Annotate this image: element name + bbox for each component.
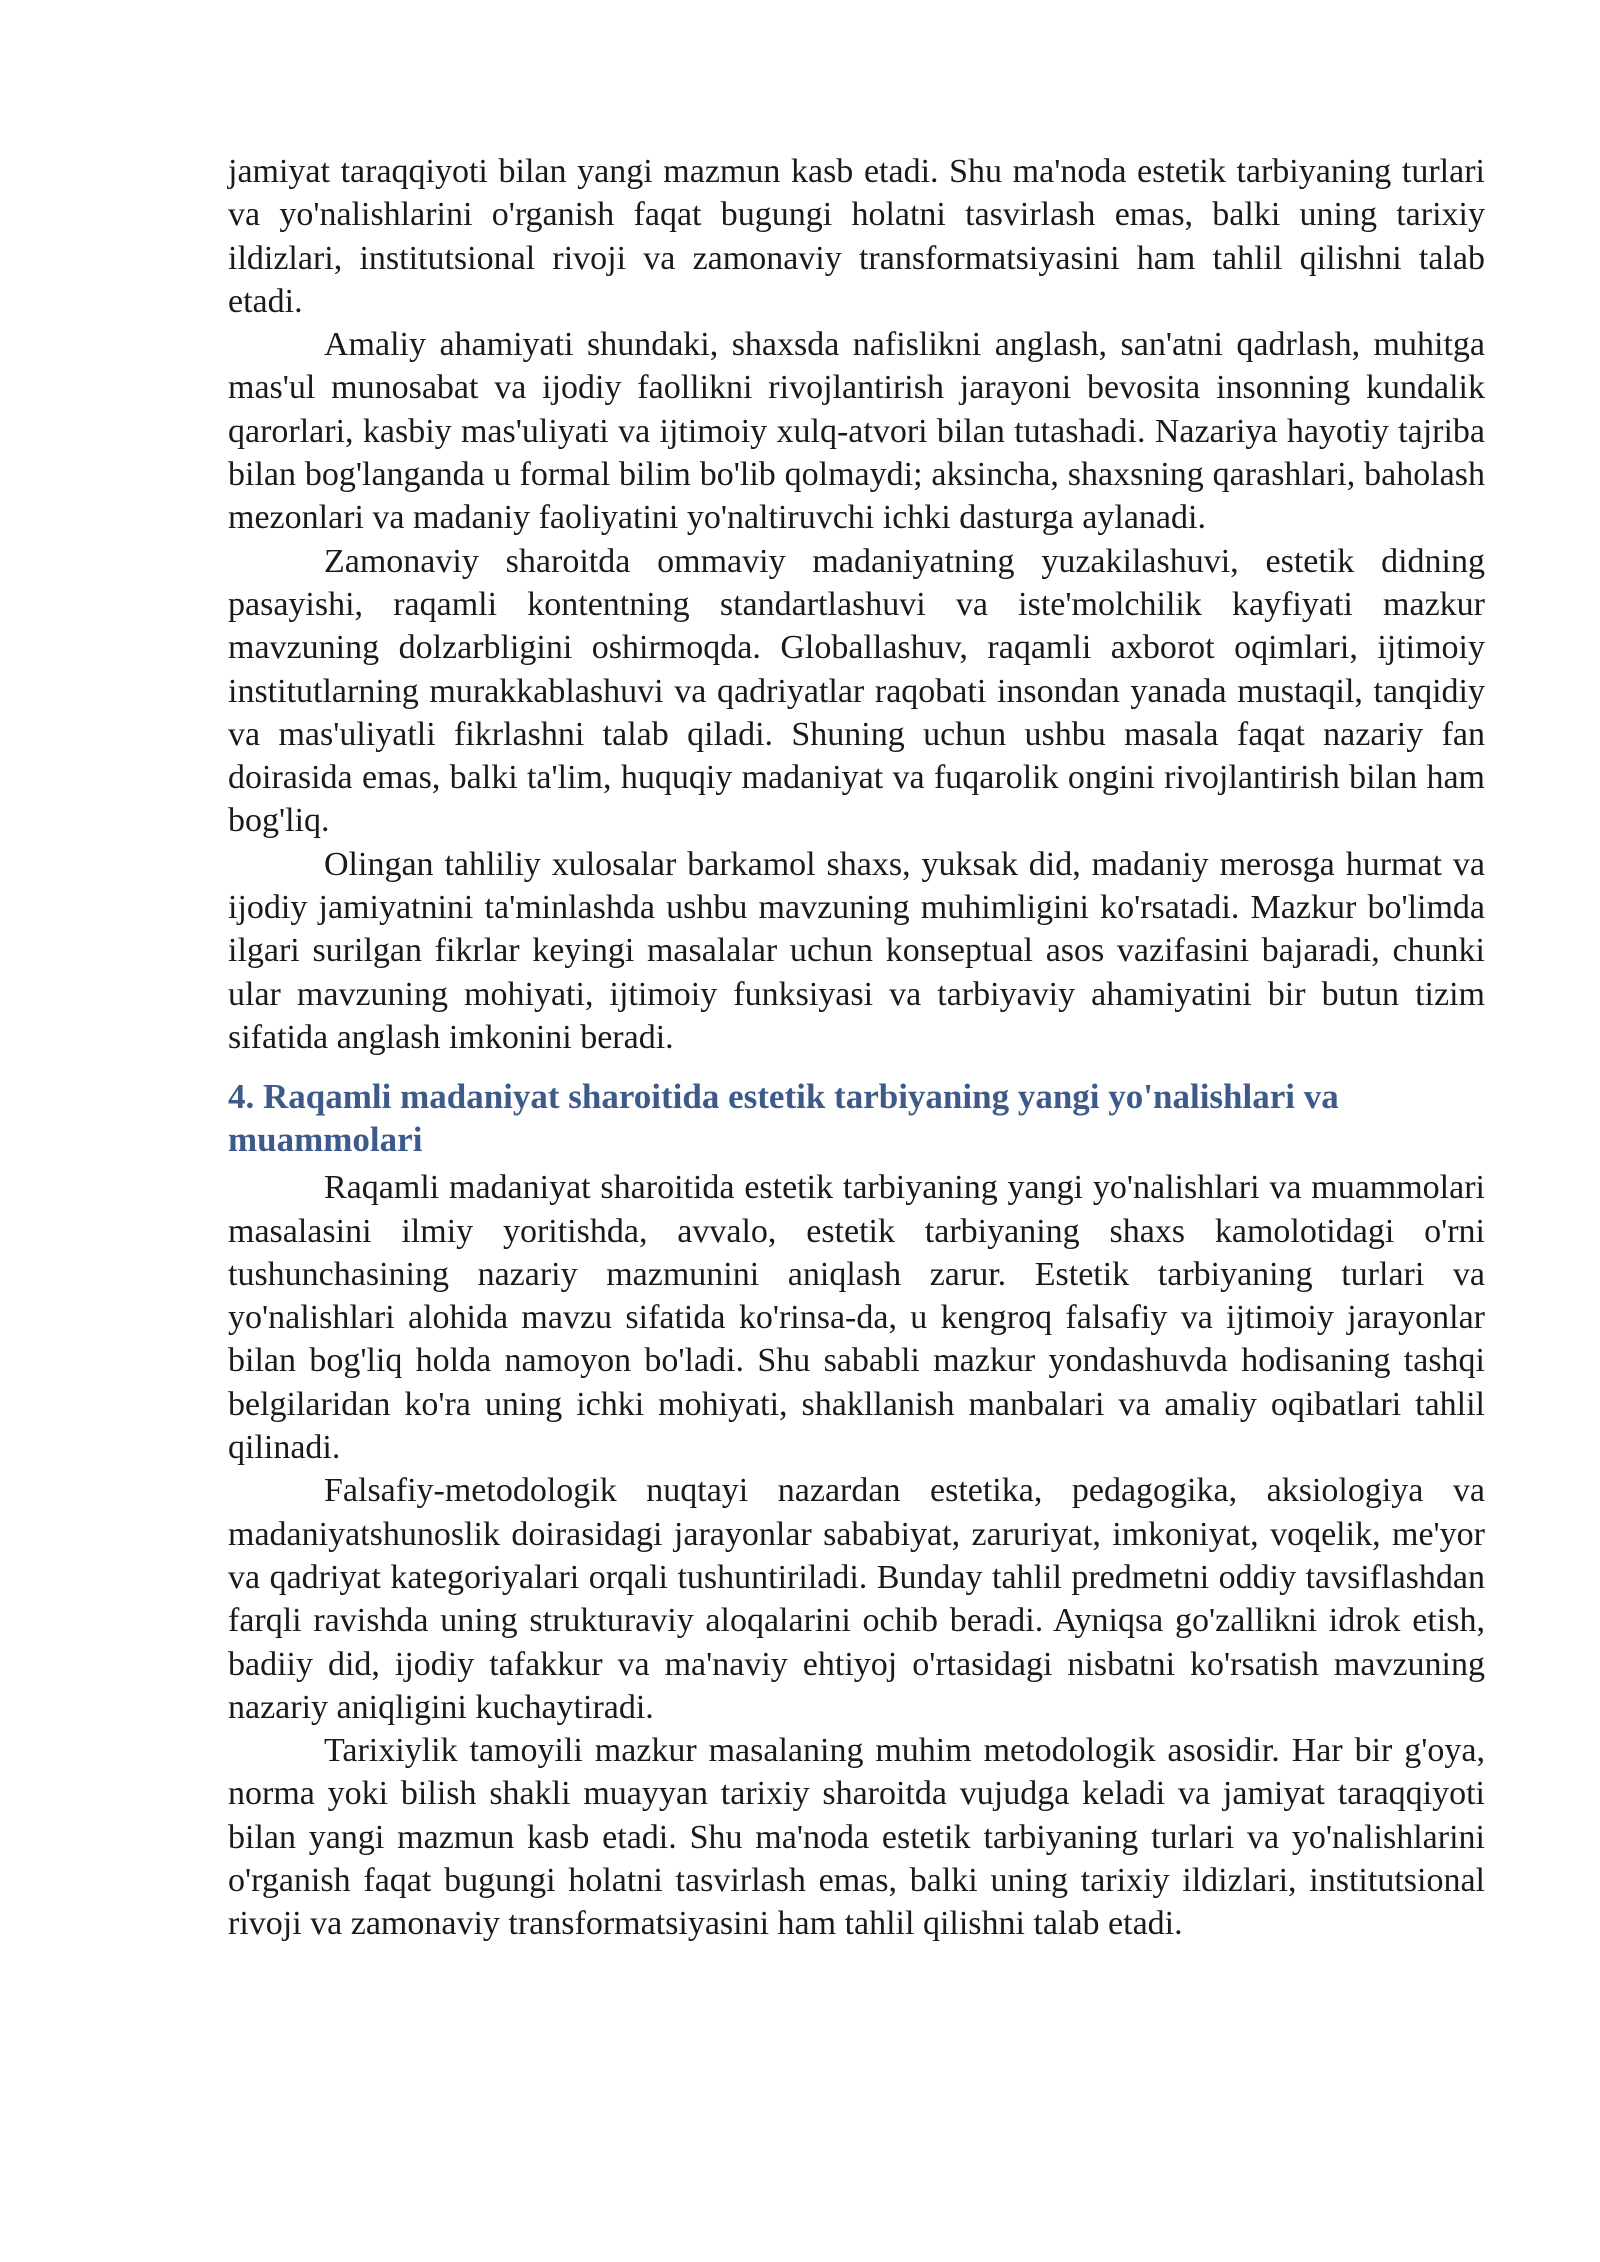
paragraph-historicism: Tarixiylik tamoyili mazkur masalaning muhim metodologik asosidir. Har bir g'oya, norma yoki bilish shakli muayyan tarixiy sharoitda vujudga keladi va jamiyat taraqqiyoti bilan yangi mazmun kasb etadi. Shu ma'noda estetik tarbiyaning turlari va yo'nalishlarini o'rganish faqat bugungi holatni tasvirlash emas, balki uning tarixiy ildizlari, institutsional rivoji va zamonaviy transformatsiyasini ham tahlil qilishni talab etadi.	[228, 1732, 1485, 1943]
paragraph-practical-importance: Amaliy ahamiyati shundaki, shaxsda nafislikni anglash, san'atni qadrlash, muhitga mas'ul munosabat va ijodiy faollikni rivojlantirish jarayoni bevosita insonning kundalik qarorlari, kasbiy mas'uliyati va ijtimoiy xulq-atvori bilan tutashadi. Nazariya hayotiy tajriba bilan bog'langanda u formal bilim bo'lib qolmaydi; aksincha, shaxsning qarashlari, baholash mezonlari va madaniy faoliyatini yo'naltiruvchi ichki dasturga aylanadi.	[228, 326, 1485, 537]
paragraph-conclusions: Olingan tahliliy xulosalar barkamol shaxs, yuksak did, madaniy merosga hurmat va ijodiy jamiyatnini ta'minlashda ushbu mavzuning muhimligini ko'rsatadi. Mazkur bo'limda ilgari surilgan fikrlar keyingi masalalar uchun konseptual asos vazifasini bajaradi, chunki ular mavzuning mohiyati, ijtimoiy funksiyasi va tarbiyaviy ahamiyatini bir butun tizim sifatida anglash imkonini beradi.	[228, 845, 1485, 1056]
paragraph-methodology: Falsafiy-metodologik nuqtayi nazardan estetika, pedagogika, aksiologiya va madaniyatshunoslik doirasidagi jarayonlar sababiyat, zaruriyat, imkoniyat, voqelik, me'yor va qadriyat kategoriyalari orqali tushuntiriladi. Bunday tahlil predmetni oddiy tavsiflashdan farqli ravishda uning strukturaviy aloqalarini ochib beradi. Ayniqsa go'zallikni idrok etish, badiiy did, ijodiy tafakkur va ma'naviy ehtiyoj o'rtasidagi nisbatni ko'rsatish mavzuning nazariy aniqligini kuchaytiradi.	[228, 1472, 1485, 1726]
paragraph-digital-culture: Raqamli madaniyat sharoitida estetik tarbiyaning yangi yo'nalishlari va muammolari masalasini ilmiy yoritishda, avvalo, estetik tarbiyaning shaxs kamolotidagi o'rni tushunchasining nazariy mazmunini aniqlash zarur. Estetik tarbiyaning turlari va yo'nalishlari alohida mavzu sifatida ko'rinsa-da, u kengroq falsafiy va ijtimoiy jarayonlar bilan bog'liq holda namoyon bo'ladi. Shu sababli mazkur yondashuvda hodisaning tashqi belgilaridan ko'ra uning ichki mohiyati, shakllanish manbalari va amaliy oqibatlari tahlil qilinadi.	[228, 1169, 1485, 1467]
section-heading: 4. Raqamli madaniyat sharoitida estetik tarbiyaning yangi yo'nalishlari va muammolari	[228, 1077, 1339, 1160]
paragraph-modern-conditions: Zamonaviy sharoitda ommaviy madaniyatning yuzakilashuvi, estetik didning pasayishi, raqamli kontentning standartlashuvi va iste'molchilik kayfiyati mazkur mavzuning dolzarbligini oshirmoqda. Globallashuv, raqamli axborot oqimlari, ijtimoiy institutlarning murakkablashuvi va qadriyatlar raqobati insondan yanada mustaqil, tanqidiy va mas'uliyatli fikrlashni talab qiladi. Shuning uchun ushbu masala faqat nazariy fan doirasida emas, balki ta'lim, huquqiy madaniyat va fuqarolik ongini rivojlantirish bilan ham bog'liq.	[228, 542, 1485, 840]
paragraph-continuation: jamiyat taraqqiyoti bilan yangi mazmun kasb etadi. Shu ma'noda estetik tarbiyaning turlari va yo'nalishlarini o'rganish faqat bugungi holatni tasvirlash emas, balki uning tarixiy ildizlari, institutsional rivoji va zamonaviy transformatsiyasini ham tahlil qilishni talab etadi.	[228, 153, 1485, 320]
document-page	[228, 150, 1485, 1946]
